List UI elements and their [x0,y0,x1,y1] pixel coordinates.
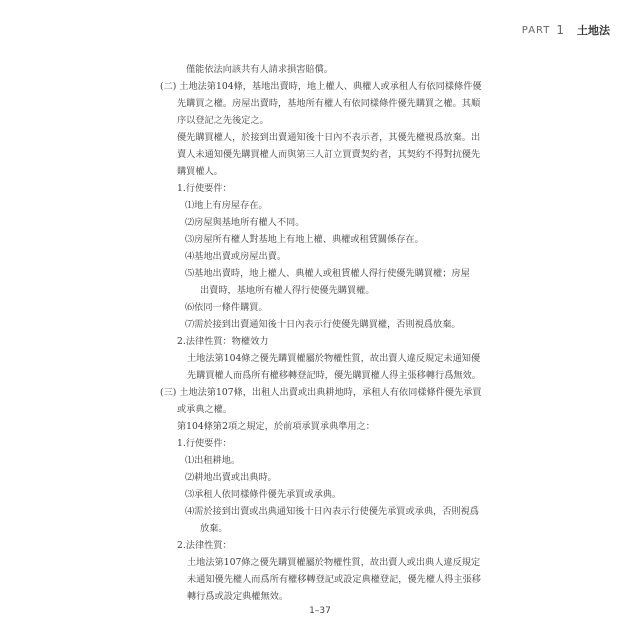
text-line: 土地法第104條之優先購買權屬於物權性質，故出賣人違反規定未通知優 [187,353,481,364]
list-item: ⑹依同一條件購買。 [185,302,268,313]
part-number: 1 [556,23,565,37]
list-item-continued: 放棄。 [200,523,228,534]
list-item: ⑸基地出賣時，地上權人、典權人或租賃權人得行使優先購買權；房屋 [185,268,470,279]
text-line: 轉行爲或設定典權無效。 [187,591,289,602]
list-item: ⑴出租耕地。 [185,455,241,466]
text-line: 僅能依法向該共有人請求損害賠償。 [186,64,333,75]
text-line: 先購買之權。房屋出賣時，基地所有權人有依同樣條件優先購買之權。其順 [177,98,481,109]
part-label: PART [521,24,551,36]
text-line: 第104條第2項之規定，於前項承買承典準用之： [177,421,375,432]
list-item: ⑶承租人依同樣條件優先承買或承典。 [185,489,342,500]
list-item: ⑺需於接到出賣通知後十日內表示行使優先購買權，否則視爲放棄。 [185,319,461,330]
list-heading: 1.行使要件： [177,183,232,194]
text-line: 購買權人。 [177,166,223,177]
list-heading: 2.法律性質：物權效力 [177,336,269,347]
list-item-continued: 出賣時，基地所有權人得行使優先購買權。 [200,285,375,296]
text-line: (二) 土地法第104條，基地出賣時，地上權人、典權人或承租人有依同樣條件優 [160,81,482,92]
list-item: ⑵耕地出賣或出典時。 [185,472,277,483]
list-item: ⑴地上有房屋存在。 [185,200,268,211]
chapter-title: 土地法 [577,24,610,37]
text-line: 未通知優先權人而爲所有權移轉登記或設定典權登記，優先權人得主張移 [187,574,481,585]
text-line: 土地法第107條之優先購買權屬於物權性質，故出賣人或出典人違反規定 [187,557,481,568]
list-heading: 1.行使要件： [177,438,232,449]
list-item: ⑵房屋與基地所有權人不同。 [185,217,305,228]
text-line: 賣人未通知優先購買權人而與第三人訂立買賣契約者，其契約不得對抗優先 [177,149,481,160]
text-line: 優先購買權人，於接到出賣通知後十日內不表示者，其優先權視爲放棄。出 [177,132,481,143]
list-item: ⑷需於接到出賣或出典通知後十日內表示行使優先承買或承典，否則視爲 [185,506,479,517]
page-number: 1–37 [309,606,331,616]
text-line: 序以登記之先後定之。 [177,115,269,126]
list-item: ⑶房屋所有權人對基地上有地上權、典權或租賃關係存在。 [185,234,424,245]
text-line: 或承典之權。 [177,404,233,415]
text-line: (三) 土地法第107條，出租人出賣或出典耕地時，承租人有依同樣條件優先承買 [160,387,482,398]
running-header [522,22,610,38]
list-item: ⑷基地出賣或房屋出賣。 [185,251,287,262]
text-line: 先購買權人而爲所有權移轉登記時，優先購買權人得主張移轉行爲無效。 [187,370,481,381]
list-heading: 2.法律性質： [177,540,232,551]
